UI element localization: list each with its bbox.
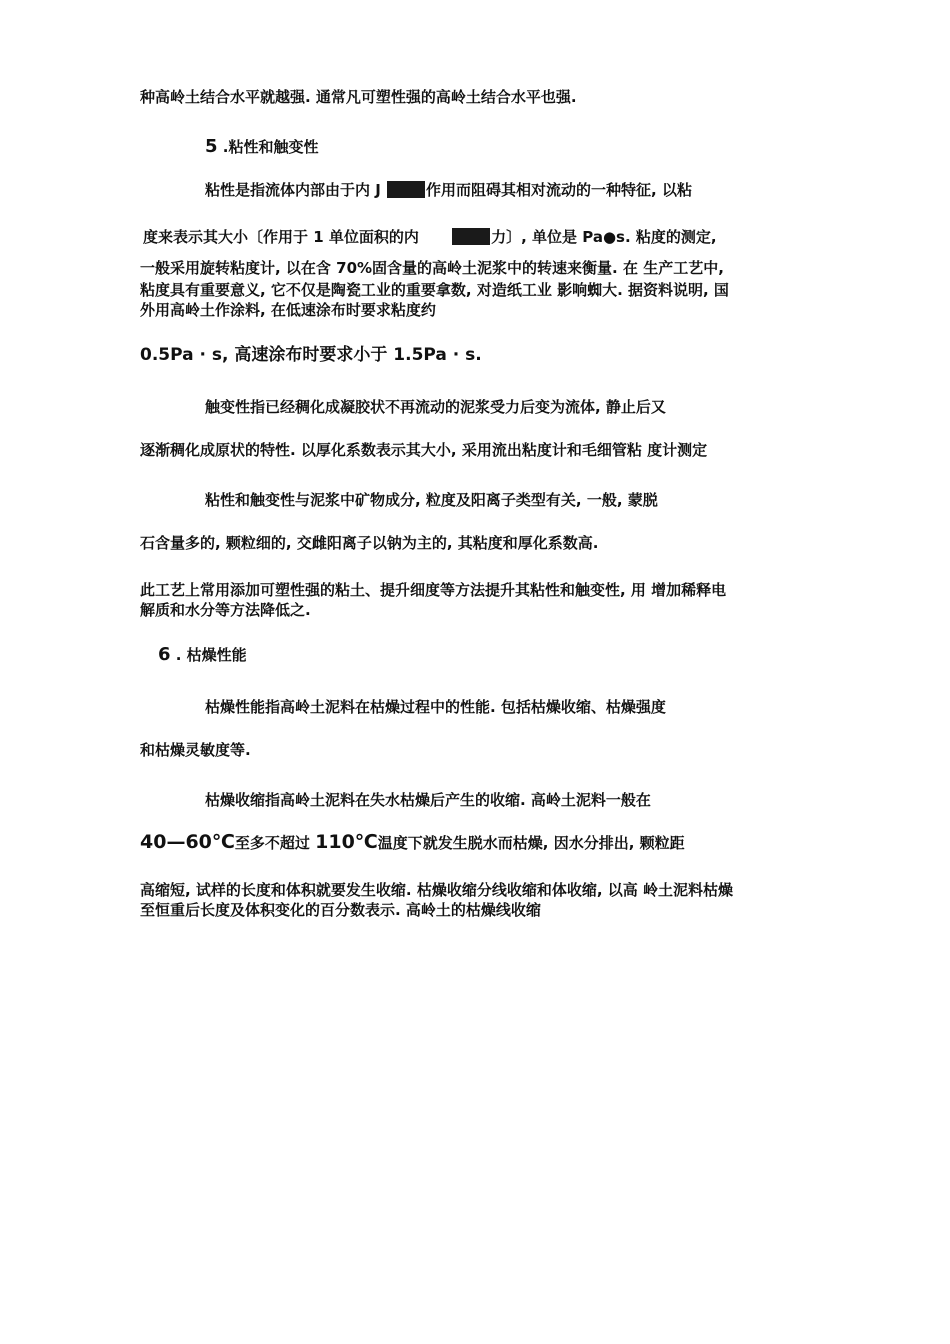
text-segment: 作用而阻碍其相对流动的一种特征, 以粘: [426, 181, 692, 199]
text-line: 逐渐稠化成原状的特性. 以厚化系数表示其大小, 采用流出粘度计和毛细管粘 度计测定: [140, 441, 708, 459]
text-line: [205, 180, 692, 200]
text-line: 粘性和触变性与泥浆中矿物成分, 粒度及阳离子类型有关, 一般, 蒙脱: [205, 491, 658, 509]
section-number: 5: [205, 136, 218, 157]
text-line: 一般采用旋转粘度计, 以在含 70%固含量的高岭土泥浆中的转速来衡量. 在 生产工艺中,: [140, 259, 724, 277]
text-line: 高缩短, 试样的长度和体积就要发生收缩. 枯燥收缩分线收缩和体收缩, 以高 岭土泥料枯燥: [140, 881, 733, 899]
text-line: 0.5Pa · s, 高速涂布时要求小于 1.5Pa · s.: [140, 345, 482, 365]
text-line: 和枯燥灵敏度等.: [140, 741, 251, 759]
text-segment: 温度下就发生脱水而枯燥, 因水分排出, 颗粒距: [377, 834, 685, 852]
text-segment: 度来表示其大小〔作用于 1 单位面积的内: [143, 228, 425, 246]
text-line: 至恒重后长度及体积变化的百分数表示. 高岭土的枯燥线收缩: [140, 901, 541, 919]
section-title: . 枯燥性能: [170, 646, 247, 664]
text-line: 种高岭土结合水平就越强. 通常凡可塑性强的高岭土结合水平也强.: [140, 88, 577, 106]
text-line: 石含量多的, 颗粒细的, 交雌阳离子以钠为主的, 其粘度和厚化系数高.: [140, 534, 599, 552]
section-heading-6: [158, 645, 247, 665]
redaction-block: [452, 228, 490, 245]
text-segment: 粘性是指流体内部由于内 J: [205, 181, 387, 199]
text-segment: 力〕, 单位是 Pa●s. 粘度的测定,: [491, 228, 717, 246]
text-line: 此工艺上常用添加可塑性强的粘土、提升细度等方法提升其粘性和触变性, 用 增加稀释电: [140, 581, 727, 599]
text-line: 枯燥收缩指高岭土泥料在失水枯燥后产生的收缩. 高岭土泥料一般在: [205, 791, 651, 809]
section-number: 6: [158, 644, 171, 665]
text-line: 枯燥性能指高岭土泥料在枯燥过程中的性能. 包括枯燥收缩、枯燥强度: [205, 698, 666, 716]
text-segment: 40—60℃: [140, 831, 235, 853]
text-line: 解质和水分等方法降低之.: [140, 601, 311, 619]
text-segment: 110℃: [315, 831, 378, 853]
text-line: [140, 832, 685, 853]
section-heading-5: [205, 137, 318, 157]
section-title: .粘性和触变性: [217, 138, 319, 156]
text-line: [143, 227, 717, 247]
text-line: 触变性指已经稠化成凝胶状不再流动的泥浆受力后变为流体, 静止后又: [205, 398, 666, 416]
text-segment: 至多不超过: [234, 834, 316, 852]
redaction-block: [387, 181, 425, 198]
text-line: 粘度具有重要意义, 它不仅是陶瓷工业的重要拿数, 对造纸工业 影响蜘大. 据资料说明, 国: [140, 281, 729, 299]
text-line: 外用高岭土作涂料, 在低速涂布时要求粘度约: [140, 301, 436, 319]
